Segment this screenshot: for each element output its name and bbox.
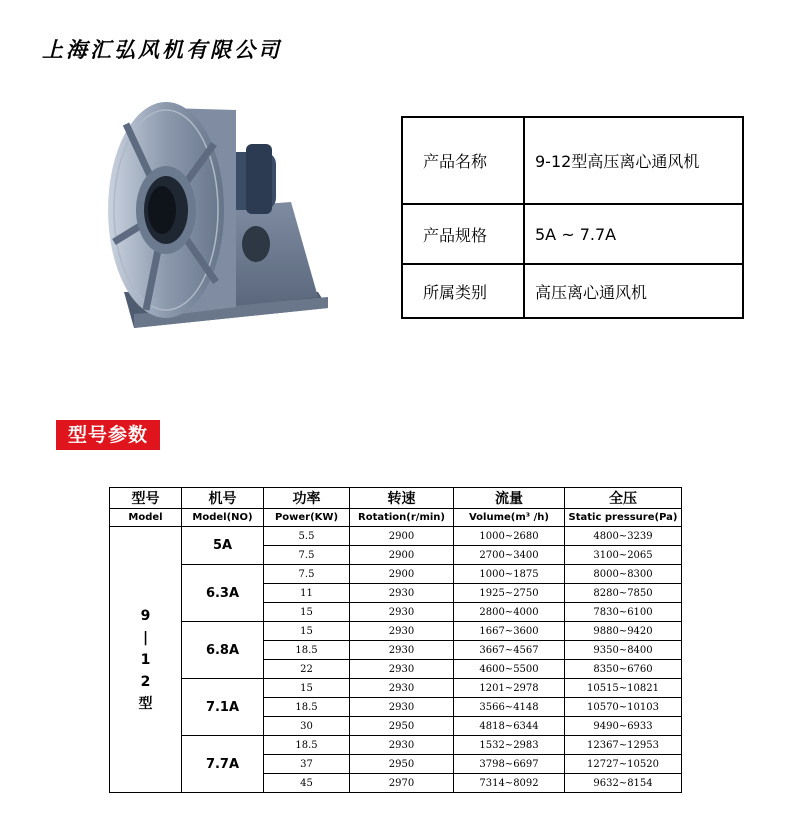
power-cell: 30 [264,717,350,736]
rpm-cell: 2900 [350,565,454,584]
volume-cell: 4600~5500 [454,660,565,679]
rpm-cell: 2900 [350,527,454,546]
power-cell: 15 [264,603,350,622]
product-category-value: 高压离心通风机 [524,264,743,318]
model-char: 1 [140,651,151,668]
pressure-cell: 9880~9420 [565,622,682,641]
product-info-table [401,116,744,319]
header-power-en: Power(KW) [264,509,350,527]
header-pressure-en: Static pressure(Pa) [565,509,682,527]
header-volume-en: Volume(m³ /h) [454,509,565,527]
product-category-label: 所属类别 [402,264,524,318]
rpm-cell: 2930 [350,736,454,755]
centrifugal-fan-image [96,92,336,342]
volume-cell: 1667~3600 [454,622,565,641]
table-row [110,679,682,698]
header-rpm-en: Rotation(r/min) [350,509,454,527]
pressure-cell: 8350~6760 [565,660,682,679]
pressure-cell: 7830~6100 [565,603,682,622]
pressure-cell: 12727~10520 [565,755,682,774]
volume-cell: 3798~6697 [454,755,565,774]
product-name-value: 9-12型高压离心通风机 [524,117,743,204]
rpm-cell: 2930 [350,603,454,622]
power-cell: 37 [264,755,350,774]
volume-cell: 1201~2978 [454,679,565,698]
header-power-cn: 功率 [264,488,350,509]
model-char: | [142,629,149,646]
power-cell: 15 [264,679,350,698]
power-cell: 18.5 [264,698,350,717]
power-cell: 5.5 [264,527,350,546]
volume-cell: 1000~2680 [454,527,565,546]
product-spec-value: 5A ~ 7.7A [524,204,743,264]
pressure-cell: 9490~6933 [565,717,682,736]
spec-header-cn [110,488,682,509]
model-char: 2 [140,673,151,690]
spec-header-en [110,509,682,527]
volume-cell: 1925~2750 [454,584,565,603]
volume-cell: 1000~1875 [454,565,565,584]
volume-cell: 3566~4148 [454,698,565,717]
model-char: 型 [138,695,153,712]
pressure-cell: 12367~12953 [565,736,682,755]
product-category-row [402,264,743,318]
table-row [110,565,682,584]
machine-no-cell: 7.1A [182,679,264,736]
product-spec-row [402,204,743,264]
table-row [110,527,682,546]
rpm-cell: 2930 [350,641,454,660]
header-model-cn: 型号 [110,488,182,509]
header-volume-cn: 流量 [454,488,565,509]
spec-table [109,487,682,793]
model-char: 9 [140,607,151,624]
pressure-cell: 3100~2065 [565,546,682,565]
table-row [110,736,682,755]
volume-cell: 4818~6344 [454,717,565,736]
header-model-en: Model [110,509,182,527]
power-cell: 7.5 [264,546,350,565]
machine-no-cell: 6.8A [182,622,264,679]
pressure-cell: 10570~10103 [565,698,682,717]
power-cell: 15 [264,622,350,641]
volume-cell: 3667~4567 [454,641,565,660]
rpm-cell: 2930 [350,660,454,679]
product-name-row [402,117,743,204]
header-no-cn: 机号 [182,488,264,509]
header-no-en: Model(NO) [182,509,264,527]
volume-cell: 1532~2983 [454,736,565,755]
rpm-cell: 2930 [350,679,454,698]
model-cell [110,527,182,793]
power-cell: 18.5 [264,641,350,660]
power-cell: 18.5 [264,736,350,755]
machine-no-cell: 5A [182,527,264,565]
rpm-cell: 2930 [350,698,454,717]
power-cell: 45 [264,774,350,793]
pressure-cell: 10515~10821 [565,679,682,698]
product-spec-label: 产品规格 [402,204,524,264]
section-title-badge: 型号参数 [56,420,160,450]
pressure-cell: 9632~8154 [565,774,682,793]
power-cell: 7.5 [264,565,350,584]
pressure-cell: 8000~8300 [565,565,682,584]
machine-no-cell: 6.3A [182,565,264,622]
header-rpm-cn: 转速 [350,488,454,509]
power-cell: 22 [264,660,350,679]
pressure-cell: 9350~8400 [565,641,682,660]
table-row [110,622,682,641]
header-pressure-cn: 全压 [565,488,682,509]
pressure-cell: 4800~3239 [565,527,682,546]
rpm-cell: 2950 [350,717,454,736]
volume-cell: 2700~3400 [454,546,565,565]
rpm-cell: 2930 [350,622,454,641]
rpm-cell: 2970 [350,774,454,793]
volume-cell: 2800~4000 [454,603,565,622]
company-name: 上海汇弘风机有限公司 [42,37,282,62]
volume-cell: 7314~8092 [454,774,565,793]
product-name-label: 产品名称 [402,117,524,204]
rpm-cell: 2900 [350,546,454,565]
pressure-cell: 8280~7850 [565,584,682,603]
power-cell: 11 [264,584,350,603]
rpm-cell: 2930 [350,584,454,603]
rpm-cell: 2950 [350,755,454,774]
machine-no-cell: 7.7A [182,736,264,793]
